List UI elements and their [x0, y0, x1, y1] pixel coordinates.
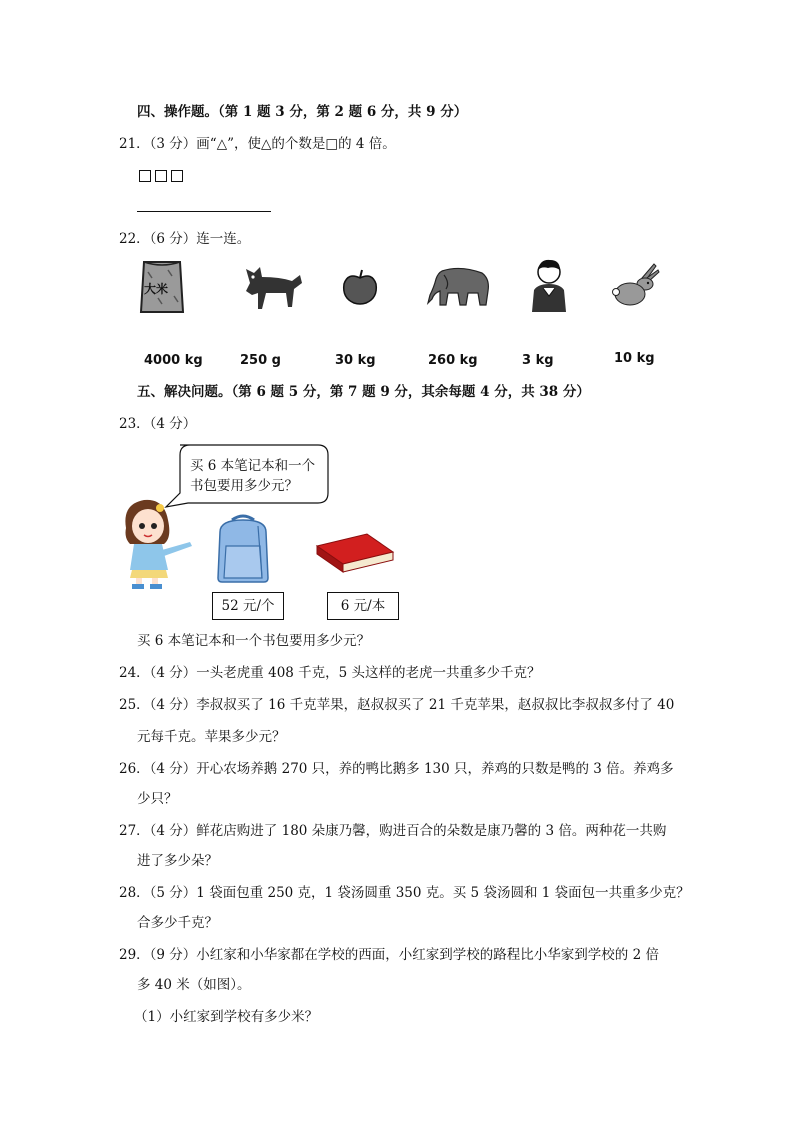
weight-label-4[interactable]: 260 kg [428, 353, 478, 368]
elephant-icon[interactable] [424, 265, 492, 307]
q22-text: 22．（6 分）连一连。 [119, 231, 251, 247]
q24-text: 24．（4 分）一头老虎重 408 千克，5 头这样的老虎一共重多少千克？ [119, 665, 541, 681]
q23-text: 23．（4 分） [119, 416, 197, 432]
weight-label-3[interactable]: 30 kg [335, 353, 376, 368]
q28-line-2: 合多少千克？ [137, 915, 218, 931]
square-1 [139, 170, 151, 182]
q28-line-1: 28．（5 分）1 袋面包重 250 克，1 袋汤圆重 350 克。买 5 袋汤圆和 1 袋面包一共重多少克？ [119, 885, 690, 901]
section4-heading: 四、操作题。（第 1 题 3 分，第 2 题 6 分，共 9 分） [137, 104, 468, 120]
child-icon[interactable] [528, 258, 570, 312]
q21-squares [139, 170, 187, 185]
square-3 [171, 170, 183, 182]
weight-label-5[interactable]: 3 kg [522, 353, 554, 368]
q25-line-1: 25．（4 分）李叔叔买了 16 千克苹果，赵叔叔买了 21 千克苹果，赵叔叔比李叔叔多付了 40 [119, 697, 675, 713]
horse-icon[interactable] [236, 263, 306, 313]
price-backpack: 52 元/个 [212, 592, 284, 620]
q25-line-2: 元每千克。苹果多少元？ [137, 729, 286, 745]
q27-line-1: 27．（4 分）鲜花店购进了 180 朵康乃馨，购进百合的朵数是康乃馨的 3 倍。两种花一共购 [119, 823, 667, 839]
rabbit-icon[interactable] [612, 262, 660, 308]
q26-line-2: 少只？ [137, 791, 178, 807]
apple-icon[interactable] [340, 268, 380, 306]
bubble-line-1: 买 6 本笔记本和一个 [190, 458, 316, 474]
price-notebook: 6 元/本 [327, 592, 399, 620]
backpack-icon [212, 512, 274, 584]
q27-line-2: 进了多少朵？ [137, 853, 218, 869]
notebook-icon [315, 530, 395, 574]
q29-line-2: 多 40 米（如图）。 [137, 977, 251, 993]
girl-icon [120, 498, 196, 590]
weight-label-6[interactable]: 10 kg [614, 351, 655, 366]
weight-label-1[interactable]: 4000 kg [144, 353, 203, 368]
q21-text: 21．（3 分）画“△”，使△的个数是□的 4 倍。 [119, 136, 396, 152]
q21-answer-line[interactable] [137, 211, 271, 212]
rice-bag-label: 大米 [144, 282, 169, 296]
q29-sub-1: （1）小红家到学校有多少米？ [134, 1009, 319, 1025]
section5-heading: 五、解决问题。（第 6 题 5 分，第 7 题 9 分，其余每题 4 分，共 38 分） [137, 384, 590, 400]
rice-bag-icon[interactable] [138, 258, 186, 316]
square-2 [155, 170, 167, 182]
q29-line-1: 29．（9 分）小红家和小华家都在学校的西面，小红家到学校的路程比小华家到学校的 2 倍 [119, 947, 659, 963]
q26-line-1: 26．（4 分）开心农场养鹅 270 只，养的鸭比鹅多 130 只，养鸡的只数是鸭的 3 倍。养鸡多 [119, 761, 674, 777]
bubble-line-2: 书包要用多少元？ [190, 478, 298, 494]
q23-question: 买 6 本笔记本和一个书包要用多少元？ [137, 633, 371, 649]
weight-label-2[interactable]: 250 g [240, 353, 281, 368]
